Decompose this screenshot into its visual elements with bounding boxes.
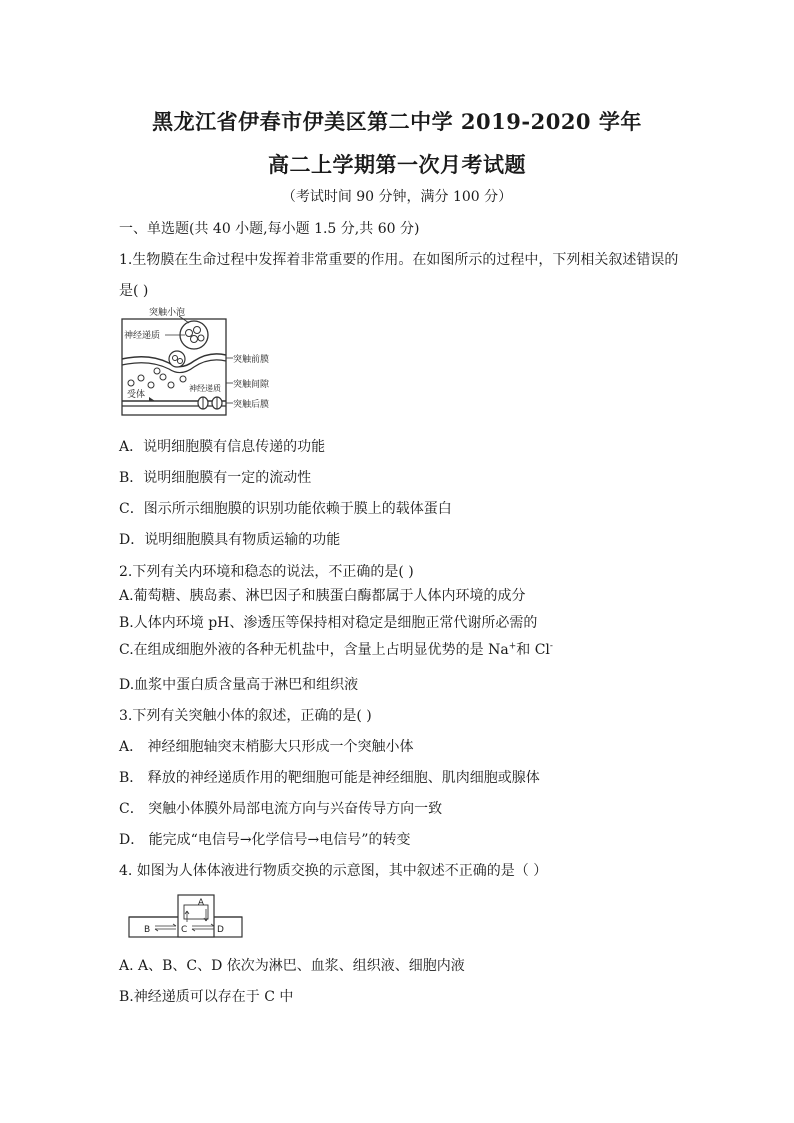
label-presynaptic: 突触前膜	[233, 355, 270, 365]
q2-option-d: D.血浆中蛋白质含量高于淋巴和组织液	[119, 677, 359, 693]
q2-option-c	[119, 639, 553, 659]
label-b: B	[144, 925, 151, 935]
q2-option-c-sup1: +	[508, 641, 517, 652]
q2-option-c-mid: 和 Cl	[516, 642, 550, 658]
q1-stem-line2: 是( )	[119, 283, 149, 299]
q1-stem-line1: 1.生物膜在生命过程中发挥着非常重要的作用。在如图所示的过程中，下列相关叙述错误的	[119, 252, 679, 268]
q2-option-c-text: C.在组成细胞外液的各种无机盐中，含量上占明显优势的是 Na	[119, 642, 509, 658]
label-transmitter-cleft: 神经递质	[189, 384, 221, 393]
q4-fluid-exchange-figure	[128, 891, 243, 941]
exam-title-line1: 黑龙江省伊春市伊美区第二中学 2019-2020 学年	[152, 109, 642, 134]
label-cleft: 突触间隙	[233, 380, 270, 390]
q3-option-d: D． 能完成“电信号→化学信号→电信号”的转变	[119, 832, 411, 848]
label-receptor: 受体	[127, 390, 146, 400]
q3-option-b: B． 释放的神经递质作用的靶细胞可能是神经细胞、肌肉细胞或腺体	[119, 770, 540, 786]
q1-option-b: B．说明细胞膜有一定的流动性	[119, 470, 312, 486]
exam-subtitle: （考试时间 90 分钟，满分 100 分）	[281, 189, 513, 205]
q2-option-a: A.葡萄糖、胰岛素、淋巴因子和胰蛋白酶都属于人体内环境的成分	[119, 588, 526, 604]
label-postsynaptic: 突触后膜	[233, 400, 270, 410]
label-transmitter: 神经递质	[124, 331, 161, 341]
q1-option-d: D．说明细胞膜具有物质运输的功能	[119, 532, 341, 548]
label-vesicle: 突触小泡	[149, 308, 186, 318]
q3-stem: 3.下列有关突触小体的叙述，正确的是( )	[119, 708, 372, 724]
label-a: A	[197, 898, 205, 908]
exam-title-line2: 高二上学期第一次月考试题	[268, 152, 526, 177]
q1-option-c: C．图示所示细胞膜的识别功能依赖于膜上的载体蛋白	[119, 501, 452, 517]
q4-option-a: A. A、B、C、D 依次为淋巴、血浆、组织液、细胞内液	[119, 958, 465, 974]
q1-synapse-figure	[119, 305, 279, 420]
q4-option-b: B.神经递质可以存在于 C 中	[119, 989, 294, 1005]
q4-stem: 4. 如图为人体体液进行物质交换的示意图，其中叙述不正确的是（ ）	[119, 863, 548, 879]
q2-option-c-sup2: -	[549, 641, 553, 652]
q3-option-a: A． 神经细胞轴突末梢膨大只形成一个突触小体	[119, 739, 414, 755]
q3-option-c: C． 突触小体膜外局部电流方向与兴奋传导方向一致	[119, 801, 443, 817]
q2-option-b: B.人体内环境 pH、渗透压等保持相对稳定是细胞正常代谢所必需的	[119, 615, 538, 631]
q2-stem: 2.下列有关内环境和稳态的说法，不正确的是( )	[119, 564, 414, 580]
section-heading: 一、单选题(共 40 小题,每小题 1.5 分,共 60 分)	[119, 221, 420, 237]
q1-option-a: A．说明细胞膜有信息传递的功能	[119, 439, 326, 455]
label-c: C	[181, 925, 188, 935]
label-d: D	[217, 925, 224, 935]
